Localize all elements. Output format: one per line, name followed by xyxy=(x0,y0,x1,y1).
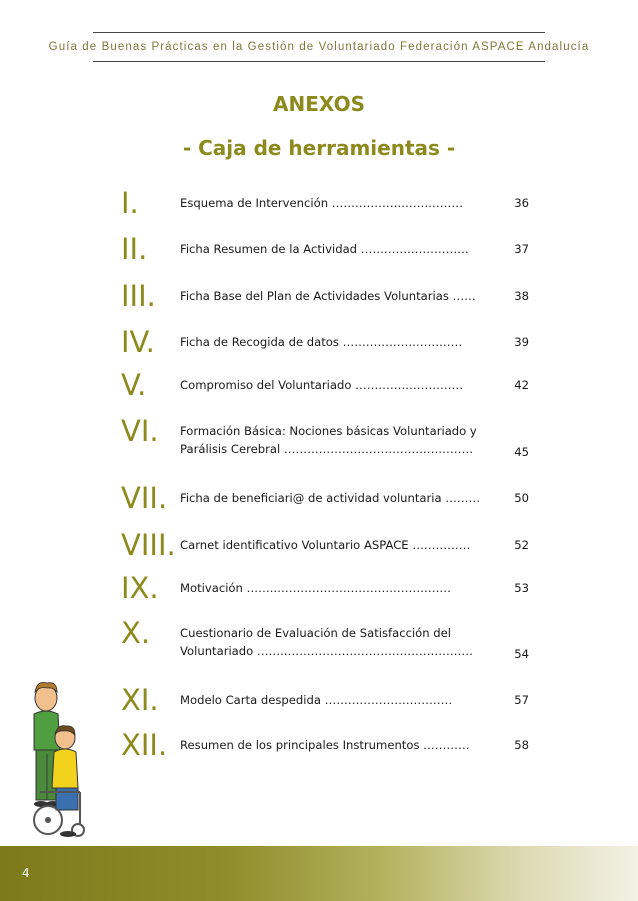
toc-page-number: 39 xyxy=(514,335,529,349)
toc-entry-title: Carnet identificativo Voluntario ASPACE …………… xyxy=(180,538,471,552)
toc-entry-title: Resumen de los principales Instrumentos ………… xyxy=(180,738,470,752)
toc-entry-title: Ficha de beneficiari@ de actividad voluntaria ……… xyxy=(180,491,481,505)
toc-page-number: 42 xyxy=(514,378,529,392)
toc-page-number: 52 xyxy=(514,538,529,552)
toc-numeral: X. xyxy=(121,616,151,650)
toc-numeral: IV. xyxy=(121,325,155,359)
toc-numeral: I. xyxy=(121,186,139,220)
toc-page-number: 54 xyxy=(514,647,529,661)
toc-numeral: XII. xyxy=(121,728,168,762)
toc-numeral: IX. xyxy=(121,571,159,605)
page-subtitle: - Caja de herramientas - xyxy=(182,136,456,160)
toc-entry-title: Ficha Resumen de la Actividad ………….…………… xyxy=(180,242,469,256)
running-header-title: Guía de Buenas Prácticas en la Gestión de Voluntariado Federación ASPACE Andalucía xyxy=(48,41,590,53)
toc-page-number: 53 xyxy=(514,581,529,595)
toc-page-number: 57 xyxy=(514,693,529,707)
toc-page-number: 37 xyxy=(514,242,529,256)
toc-numeral: VIII. xyxy=(121,528,176,562)
toc-numeral: II. xyxy=(121,232,148,266)
page-title: ANEXOS xyxy=(273,92,365,116)
toc-numeral: V. xyxy=(121,368,147,402)
toc-numeral: VII. xyxy=(121,481,168,515)
toc-page-number: 58 xyxy=(514,738,529,752)
toc-entry-title: Esquema de Intervención ……………….…………… xyxy=(180,196,463,210)
toc-entry-title: Motivación ……..……………………………………… xyxy=(180,581,452,595)
toc-entry-title: Ficha de Recogida de datos ……………….………… xyxy=(180,335,463,349)
toc-entry-title: Ficha Base del Plan de Actividades Voluntarias …… xyxy=(180,289,476,303)
toc-entry-title-continued: Voluntariado ……..………………………………………… xyxy=(180,644,473,658)
toc-numeral: III. xyxy=(121,279,156,313)
footer-band xyxy=(0,846,638,901)
toc-entry-title: Compromiso del Voluntariado ………….…………… xyxy=(180,378,464,392)
toc-entry-title: Cuestionario de Evaluación de Satisfacción del xyxy=(180,626,452,640)
toc-entry-title: Formación Básica: Nociones básicas Voluntariado y xyxy=(180,424,477,438)
toc-page-number: 50 xyxy=(514,491,529,505)
page-number: 4 xyxy=(22,866,30,880)
volunteer-with-wheelchair-user-illustration-icon xyxy=(20,680,90,850)
toc-page-number: 36 xyxy=(514,196,529,210)
toc-numeral: XI. xyxy=(121,683,159,717)
toc-page-number: 38 xyxy=(514,289,529,303)
toc-page-number: 45 xyxy=(514,445,529,459)
toc-entry-title-continued: Parálisis Cerebral ……………………………….………… xyxy=(180,442,474,456)
toc-entry-title: Modelo Carta despedida …………………………… xyxy=(180,693,453,707)
toc-numeral: VI. xyxy=(121,414,159,448)
